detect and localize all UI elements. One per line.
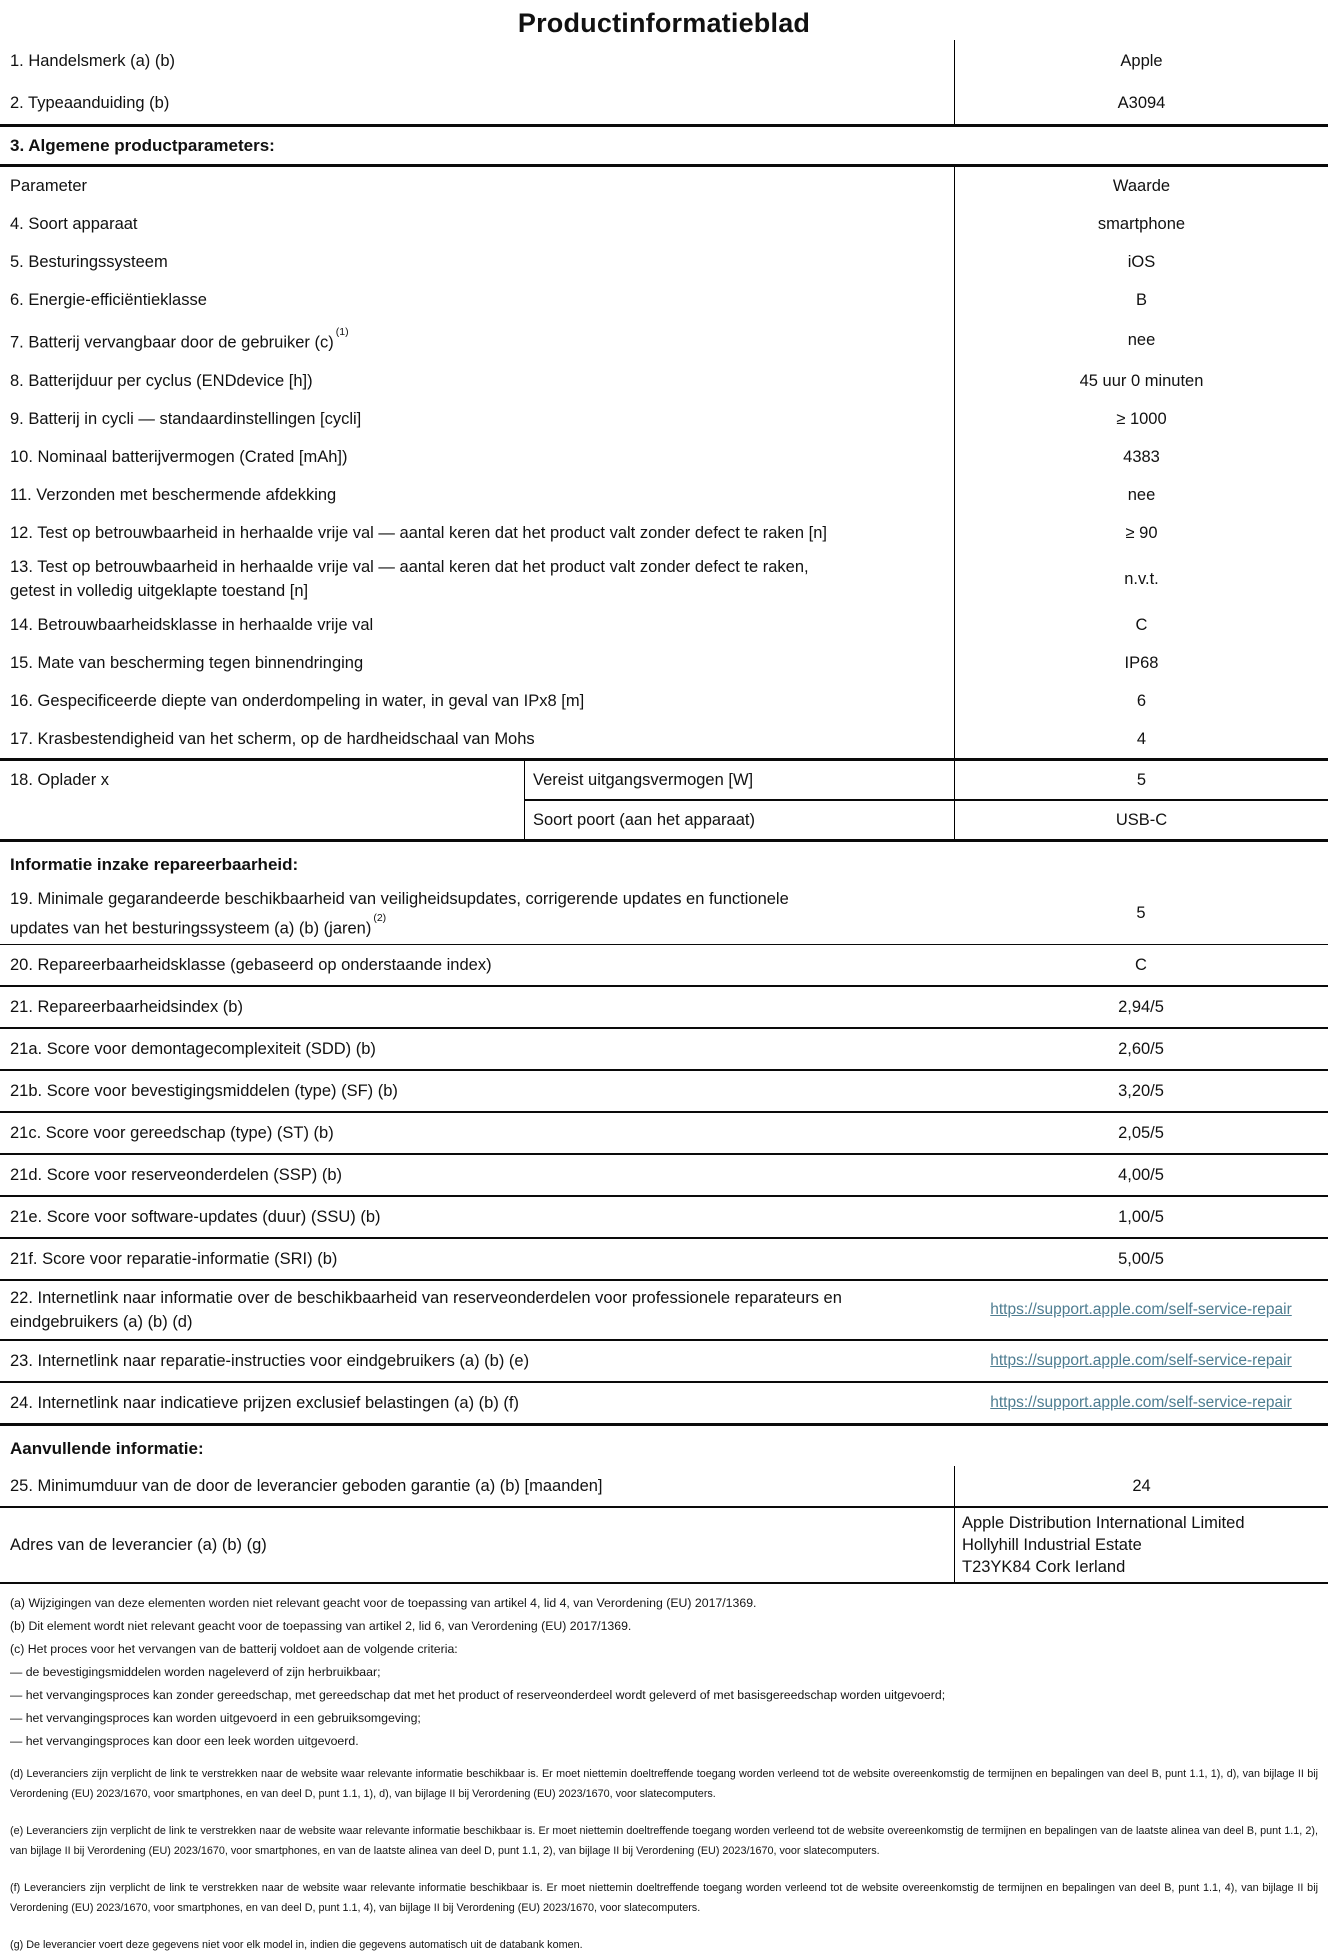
table-row-energy-class bbox=[0, 281, 1328, 319]
column-header-parameter: Parameter bbox=[10, 177, 88, 195]
table-row-score-ssp bbox=[0, 1155, 1328, 1197]
row-label: 21d. Score voor reserveonderdelen (SSP) (b) bbox=[10, 1166, 342, 1184]
repairability-table bbox=[0, 882, 1328, 1427]
table-row-indicative-prices-link bbox=[0, 1383, 1328, 1426]
table-row-supplier-address bbox=[0, 1508, 1328, 1584]
page-title: Productinformatieblad bbox=[517, 8, 811, 38]
footnote-d: (d) Leveranciers zijn verplicht de link te verstrekken naar de website waar relevante informatie beschikbaar is. Er moet niettemin doeltreffende toegang worden verleend tot de website overeenkomstig de termijnen en bepalingen van deel B, punt 1.1, 1), d), van bijlage II bij Verordening (EU) 2023/1670, voor smartphones, en van deel D, punt 1.1, 1), d), van bijlage II bij Verordening (EU) 2023/1670, voor slatecomputers. bbox=[10, 1768, 1318, 1800]
row-label: 21f. Score voor reparatie-informatie (SRI) (b) bbox=[10, 1250, 338, 1268]
row-value: 2,60/5 bbox=[1118, 1040, 1164, 1058]
row-label: 21e. Score voor software-updates (duur) (SSU) (b) bbox=[10, 1208, 381, 1226]
footnote-c: (c) Het proces voor het vervangen van de batterij voldoet aan de volgende criteria: bbox=[10, 1642, 458, 1656]
table-row-device-type bbox=[0, 205, 1328, 243]
row-label: 24. Internetlink naar indicatieve prijzen exclusief belastingen (a) (b) (f) bbox=[10, 1394, 520, 1412]
table-row-scratch-resistance bbox=[0, 720, 1328, 761]
row-value bbox=[954, 1341, 1328, 1381]
row-value: Apple bbox=[954, 40, 1328, 82]
row-value: iOS bbox=[954, 243, 1328, 281]
row-label: 8. Batterijduur per cyclus (ENDdevice [h]) bbox=[10, 371, 313, 390]
table-header-row bbox=[0, 167, 1328, 205]
row-value: C bbox=[954, 606, 1328, 644]
row-value: B bbox=[954, 281, 1328, 319]
row-value: 45 uur 0 minuten bbox=[954, 362, 1328, 400]
footnote-c-criterion-1: — de bevestigingsmiddelen worden nageleverd of zijn herbruikbaar; bbox=[10, 1665, 381, 1679]
footnote-f: (f) Leveranciers zijn verplicht de link te verstrekken naar de website waar relevante informatie beschikbaar is. Er moet niettemin doeltreffende toegang worden verleend tot de website overeenkomstig de termijnen en bepalingen van deel B, punt 1.1, 4), van bijlage II bij Verordening (EU) 2023/1670, voor smartphones, en van deel D, punt 1.1, 4), van bijlage II bij Verordening (EU) 2023/1670, voor slatecomputers. bbox=[10, 1882, 1318, 1914]
footnote-g: (g) De leverancier voert deze gegevens niet voor elk model in, indien die gegevens automatisch uit de databank komen. bbox=[10, 1939, 583, 1951]
self-service-repair-link[interactable]: https://support.apple.com/self-service-repair bbox=[990, 1352, 1292, 1369]
table-row-spare-parts-link bbox=[0, 1281, 1328, 1341]
row-label: 21a. Score voor demontagecomplexiteit (SDD) (b) bbox=[10, 1040, 376, 1058]
row-label: 10. Nominaal batterijvermogen (Crated [mAh]) bbox=[10, 447, 348, 466]
table-row-update-availability bbox=[0, 882, 1328, 946]
table-row-battery-replaceable bbox=[0, 319, 1328, 362]
row-value: ≥ 90 bbox=[954, 514, 1328, 552]
footnotes bbox=[0, 1584, 1328, 1956]
footnote-c-criterion-3: — het vervangingsproces kan worden uitgevoerd in een gebruiksomgeving; bbox=[10, 1711, 421, 1725]
row-value: C bbox=[1135, 956, 1147, 974]
row-label: 16. Gespecificeerde diepte van onderdompeling in water, in geval van IPx8 [m] bbox=[10, 691, 585, 710]
row-value: 5 bbox=[1136, 903, 1146, 922]
footnote-b: (b) Dit element wordt niet relevant geacht voor de toepassing van artikel 2, lid 6, van Verordening (EU) 2017/1369. bbox=[10, 1619, 632, 1633]
table-row-repairability-index bbox=[0, 987, 1328, 1029]
row-value: IP68 bbox=[954, 644, 1328, 682]
row-label: 1. Handelsmerk (a) (b) bbox=[10, 52, 176, 70]
row-label: 22. Internetlink naar informatie over de beschikbaarheid van reserveonderdelen voor professionele reparateurs en eindgebruikers (a) (b) (d) bbox=[10, 1289, 842, 1331]
row-label: 9. Batterij in cycli — standaardinstellingen [cycli] bbox=[10, 409, 362, 428]
footnote-ref-1: (1) bbox=[335, 326, 349, 338]
row-label: 20. Repareerbaarheidsklasse (gebaseerd op onderstaande index) bbox=[10, 956, 492, 974]
row-label: 15. Mate van bescherming tegen binnendringing bbox=[10, 653, 364, 672]
row-value: 1,00/5 bbox=[1118, 1208, 1164, 1226]
table-row-score-st bbox=[0, 1113, 1328, 1155]
row-label: 21c. Score voor gereedschap (type) (ST) (b) bbox=[10, 1124, 334, 1142]
row-label: 5. Besturingssysteem bbox=[10, 253, 168, 271]
row-label: 6. Energie-efficiëntieklasse bbox=[10, 291, 207, 309]
table-row-brand bbox=[0, 40, 1328, 82]
table-row-score-sri bbox=[0, 1239, 1328, 1281]
row-value: 3,20/5 bbox=[1118, 1082, 1164, 1100]
row-label: 14. Betrouwbaarheidsklasse in herhaalde vrije val bbox=[10, 615, 374, 634]
footnote-e: (e) Leveranciers zijn verplicht de link te verstrekken naar de website waar relevante informatie beschikbaar is. Er moet niettemin doeltreffende toegang worden verleend tot de website overeenkomstig de termijnen en bepalingen van de laatste alinea van deel B, punt 1.1, 2), van bijlage II bij Verordening (EU) 2023/1670, voor smartphones, en van de laatste alinea van deel D, punt 1.1, 2), van bijlage II bij Verordening (EU) 2023/1670, voor slatecomputers. bbox=[10, 1825, 1318, 1857]
row-value: nee bbox=[954, 319, 1328, 362]
row-label: 12. Test op betrouwbaarheid in herhaalde vrije val — aantal keren dat het product valt zonder defect te raken [n] bbox=[10, 523, 827, 542]
additional-info-table bbox=[0, 1466, 1328, 1584]
table-row-battery-endurance bbox=[0, 362, 1328, 400]
row-value: 2,94/5 bbox=[1118, 998, 1164, 1016]
row-label: 19. Minimale gegarandeerde beschikbaarheid van veiligheidsupdates, corrigerende updates en functionele updates van het besturingssysteem (a) (b) (jaren)$^{(2)}$ bbox=[10, 889, 789, 937]
row-value: smartphone bbox=[954, 205, 1328, 243]
self-service-repair-link[interactable]: https://support.apple.com/self-service-repair bbox=[990, 1301, 1292, 1318]
charger-sub-label-port-type: Soort poort (aan het apparaat) bbox=[524, 801, 954, 839]
row-label: Adres van de leverancier (a) (b) (g) bbox=[10, 1536, 267, 1554]
row-value: 6 bbox=[954, 682, 1328, 720]
supplier-address: Apple Distribution International Limited Hollyhill Industrial Estate T23YK84 Cork Ierland bbox=[954, 1508, 1328, 1582]
row-value: n.v.t. bbox=[954, 552, 1328, 606]
table-row-free-fall-test-unfolded bbox=[0, 552, 1328, 606]
section-heading-general-parameters: 3. Algemene productparameters: bbox=[0, 127, 1328, 167]
charger-sub-value-port-type: USB-C bbox=[954, 801, 1328, 839]
table-row-score-sf bbox=[0, 1071, 1328, 1113]
row-label: 7. Batterij vervangbaar door de gebruiker (c)$^{(1)}$ bbox=[10, 326, 349, 352]
row-value: ≥ 1000 bbox=[954, 400, 1328, 438]
row-label: 4. Soort apparaat bbox=[10, 215, 138, 233]
row-value bbox=[954, 1383, 1328, 1423]
table-row-free-fall-test bbox=[0, 514, 1328, 552]
table-row-score-sdd bbox=[0, 1029, 1328, 1071]
table-row-model bbox=[0, 82, 1328, 124]
row-value: 24 bbox=[954, 1466, 1328, 1506]
row-label: 21b. Score voor bevestigingsmiddelen (type) (SF) (b) bbox=[10, 1082, 398, 1100]
table-row-protective-cover bbox=[0, 476, 1328, 514]
table-row-battery-cycles bbox=[0, 400, 1328, 438]
footnote-ref-2: (2) bbox=[373, 911, 387, 924]
footnote-c-criterion-4: — het vervangingsproces kan door een leek worden uitgevoerd. bbox=[10, 1734, 359, 1748]
table-row-reliability-class bbox=[0, 606, 1328, 644]
section-heading-repairability: Informatie inzake repareerbaarheid: bbox=[10, 854, 299, 874]
top-identification-table bbox=[0, 40, 1328, 127]
row-label: 17. Krasbestendigheid van het scherm, op de hardheidschaal van Mohs bbox=[10, 729, 535, 748]
table-row-warranty bbox=[0, 1466, 1328, 1508]
row-value: A3094 bbox=[954, 82, 1328, 124]
row-value: 5,00/5 bbox=[1118, 1250, 1164, 1268]
row-label: 21. Repareerbaarheidsindex (b) bbox=[10, 998, 243, 1016]
row-value: 4 bbox=[954, 720, 1328, 758]
row-value: 4,00/5 bbox=[1118, 1166, 1164, 1184]
charger-sub-value-output-power: 5 bbox=[954, 761, 1328, 801]
row-value bbox=[954, 1281, 1328, 1339]
column-header-value: Waarde bbox=[954, 167, 1328, 205]
table-row-repair-instructions-link bbox=[0, 1341, 1328, 1383]
table-row-score-ssu bbox=[0, 1197, 1328, 1239]
table-row-immersion-depth bbox=[0, 682, 1328, 720]
row-label: 11. Verzonden met beschermende afdekking bbox=[10, 485, 337, 504]
table-row-repairability-class bbox=[0, 945, 1328, 987]
general-parameters-table bbox=[0, 167, 1328, 842]
table-row-ingress-protection bbox=[0, 644, 1328, 682]
footnote-c-criterion-2: — het vervangingsproces kan zonder gereedschap, met gereedschap dat met het product of reserveonderdeel wordt geleverd of met basisgereedschap worden uitgevoerd; bbox=[10, 1688, 946, 1702]
row-label: 18. Oplader x bbox=[10, 770, 110, 789]
section-heading-additional-info: Aanvullende informatie: bbox=[10, 1439, 204, 1458]
row-label: 25. Minimumduur van de door de leverancier geboden garantie (a) (b) [maanden] bbox=[10, 1477, 603, 1495]
table-row-charger bbox=[0, 761, 1328, 842]
table-row-battery-capacity bbox=[0, 438, 1328, 476]
table-row-os bbox=[0, 243, 1328, 281]
footnote-a: (a) Wijzigingen van deze elementen worden niet relevant geacht voor de toepassing van artikel 4, lid 4, van Verordening (EU) 2017/1369. bbox=[10, 1596, 757, 1610]
row-label: 13. Test op betrouwbaarheid in herhaalde vrije val — aantal keren dat het product valt zonder defect te raken, getest in volledig uitgeklapte toestand [n] bbox=[10, 557, 809, 600]
row-value: 4383 bbox=[954, 438, 1328, 476]
row-value: nee bbox=[954, 476, 1328, 514]
row-label: 2. Typeaanduiding (b) bbox=[10, 94, 170, 112]
row-label: 23. Internetlink naar reparatie-instructies voor eindgebruikers (a) (b) (e) bbox=[10, 1352, 530, 1370]
self-service-repair-link[interactable]: https://support.apple.com/self-service-repair bbox=[990, 1394, 1292, 1411]
charger-sub-label-output-power: Vereist uitgangsvermogen [W] bbox=[524, 761, 954, 801]
row-value: 2,05/5 bbox=[1118, 1124, 1164, 1142]
